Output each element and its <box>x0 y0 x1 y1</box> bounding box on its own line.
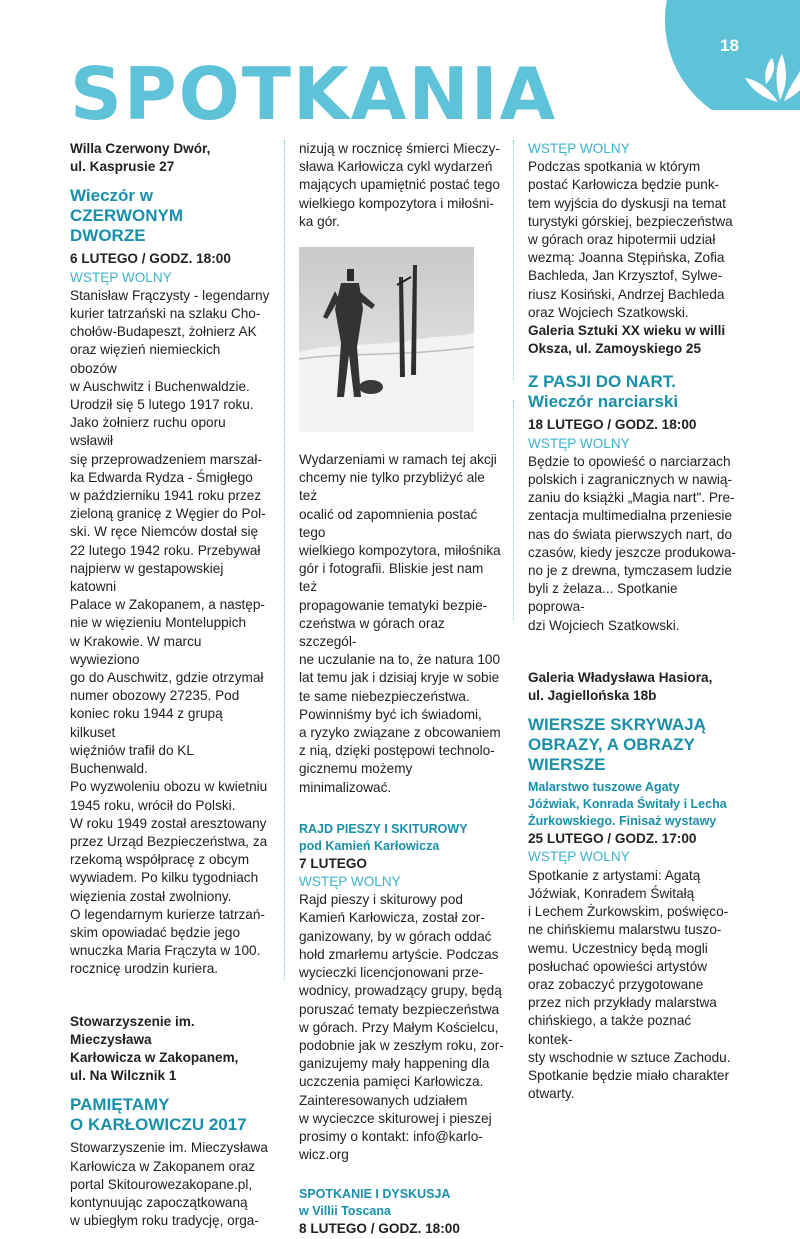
historic-skier-photo <box>299 247 474 432</box>
column-divider <box>284 140 285 980</box>
event-date: 18 LUTEGO / GODZ. 18:00 <box>528 417 697 433</box>
event-description: Rajd pieszy i skiturowy pod Kamień Karłowicza, został zor- ganizowany, by w górach oddać hołd zmarłemu artyście. Podczas wycieczki licencjonowani prze- wodnicy, prowadzący grupy, będą poruszać tematy bezpieczeństwa w górach. Przy Małym Kościelcu, podobnie jak w zeszłym roku, zor- ganizujemy mały happening dla uczczenia pamięci Karłowicza. Zainteresowanych udziałem w wycieczce skiturowej i pieszej prosimy o kontakt: info@karlo- wicz.org <box>299 892 504 1163</box>
event-venue: Galeria Sztuki XX wieku w willi <box>528 323 726 339</box>
event-date: 7 LUTEGO <box>299 855 367 871</box>
event-venue: Stowarzyszenie im. Mieczysława <box>70 1013 195 1047</box>
event-subtitle: SPOTKANIE I DYSKUSJA <box>299 1187 451 1202</box>
event-subtitle: pod Kamień Karłowicza <box>299 838 440 853</box>
free-entry-label: WSTĘP WOLNY <box>528 141 630 156</box>
event-venue: ul. Jagiellońska 18b <box>528 688 657 704</box>
event-date: 6 LUTEGO / GODZ. 18:00 <box>70 251 231 267</box>
event-subtitle: RAJD PIESZY I SKITUROWY <box>299 821 468 836</box>
event-venue: Oksza, ul. Zamoyskiego 25 <box>528 341 702 357</box>
free-entry-label: WSTĘP WOLNY <box>70 269 172 285</box>
page-number: 18 <box>720 36 739 55</box>
event-date: 8 LUTEGO / GODZ. 18:00 <box>299 1221 460 1237</box>
event-title: Z PASJI DO NART. Wieczór narciarski <box>528 372 679 412</box>
event-subtitle: Jóźwiak, Konrada Świtały i Lecha <box>528 797 727 812</box>
event-title: WIERSZE SKRYWAJĄ OBRAZY, A OBRAZY WIERSZE <box>528 715 706 775</box>
column-right <box>528 140 738 1103</box>
event-description: Stanisław Frączysty - legendarny kurier tatrzański na szlaku Cho- chołów-Budapeszt, żołnierz AK oraz więzień niemieckich obozów w Auschwitz i Buchenwaldzie. Urodził się 5 lutego 1917 roku. Jako żołnierz ruchu oporu wsławił się przeprowadzeniem marszał- ka Edwarda Rydza - Śmigłego w październiku 1941 roku przez zieloną granicę z Węgier do Pol- ski. W ręce Niemców dostał się 22 lutego 1942 roku. Przebywał najpierw w gestapowskiej katowni Palace w Zakopanem, a następ- nie w więzieniu Monteluppich w Krakowie. W marcu wywieziono go do Auschwitz, gdzie otrzymał numer obozowy 27235. Pod koniec roku 1944 z grupą kilkuset więźniów trafił do KL Buchenwald. Po wyzwoleniu obozu w kwietniu 1945 roku, wrócił do Polski. W roku 1949 został aresztowany przez Urząd Bezpieczeństwa, za rzekomą współpracę z obcym wywiadem. Po kilku tygodniach więzienia został zwolniony. O legendarnym kurierze tatrzań- skim opowiadać będzie jego wnuczka Maria Frączyta w 100. rocznicę urodzin kuriera. <box>70 287 270 977</box>
event-description: Podczas spotkania w którym postać Karłowicza będzie punk- tem wyjścia do dyskusji na temat turystyki górskiej, bezpieczeństwa w górach oraz hipotermii udział wezmą: Joanna Stępińska, Zofia Bachleda, Jan Krzysztof, Sylwe- riusz Kosiński, Andrzej Bachleda oraz Wojciech Szatkowski. <box>528 159 733 320</box>
column-left <box>70 140 270 1230</box>
event-date: 25 LUTEGO / GODZ. 17:00 <box>528 831 697 847</box>
free-entry-label: WSTĘP WOLNY <box>528 435 630 451</box>
event-venue: Willa Czerwony Dwór, <box>70 141 211 156</box>
event-description: Będzie to opowieść o narciarzach polskich i zagranicznych w nawią- zaniu do książki „Magia nart". Pre- zentacja multimedialna przeniesie nas do świata pierwszych nart, do czasów, kiedy jeszcze produkowa- no je z drewna, tymczasem ludzie byli z żelaza... Spotkanie poprowa- dzi Wojciech Szatkowski. <box>528 453 736 633</box>
event-title: PAMIĘTAMY O KARŁOWICZU 2017 <box>70 1095 247 1135</box>
event-description: Stowarzyszenie im. Mieczysława Karłowicza w Zakopanem oraz portal Skitourowezakopane.pl, kontynuując zapoczątkowaną w ubiegłym roku tradycję, orga- <box>70 1140 268 1229</box>
page-title: SPOTKANIA <box>70 52 558 136</box>
free-entry-label: WSTĘP WOLNY <box>528 849 630 865</box>
event-venue: ul. Na Wilcznik 1 <box>70 1068 177 1084</box>
free-entry-label: WSTĘP WOLNY <box>299 874 401 890</box>
event-venue: Galeria Władysława Hasiora, <box>528 669 713 685</box>
event-venue: ul. Kasprusie 27 <box>70 159 175 175</box>
event-title: Wieczór w CZERWONYM DWORZE <box>70 186 184 246</box>
column-divider <box>513 400 514 620</box>
event-venue: Karłowicza w Zakopanem, <box>70 1049 239 1065</box>
event-subtitle: Żurkowskiego. Finisaż wystawy <box>528 814 717 829</box>
column-divider <box>513 140 514 380</box>
event-description: Wydarzeniami w ramach tej akcji chcemy nie tylko przybliżyć ale też ocalić od zapomnienia postać tego wielkiego kompozytora, miłośnika gór i fotografii. Bliskie jest nam też propagowanie tematyki bezpie- czeństwa w górach oraz szczegól- ne uczulanie na to, że natura 100 lat temu jak i dzisiaj kryje w sobie te same niebezpieczeństwa. Powinniśmy być ich świadomi, a ryzyko związane z obcowaniem z nią, dzięki postępowi technolo- gicznemu możemy minimalizować. <box>299 452 501 795</box>
column-middle <box>299 140 504 1239</box>
event-subtitle: Malarstwo tuszowe Agaty <box>528 780 680 795</box>
event-description: Spotkanie z artystami: Agatą Jóźwiak, Konradem Świtałą i Lechem Żurkowskim, poświęco- ne chińskiemu malarstwu tuszo- wemu. Uczestnicy będą mogli posłuchać opowieści artystów oraz zobaczyć przygotowane przez nich przykłady malarstwa chińskiego, a także poznać kontek- sty wschodnie w sztuce Zachodu. Spotkanie będzie miało charakter otwarty. <box>528 867 731 1102</box>
event-subtitle: w Villii Toscana <box>299 1204 391 1219</box>
event-description: nizują w rocznicę śmierci Mieczy- sława Karłowicza cykl wydarzeń mających upamiętnić postać tego wielkiego kompozytora i miłośni- ka gór. <box>299 141 500 229</box>
